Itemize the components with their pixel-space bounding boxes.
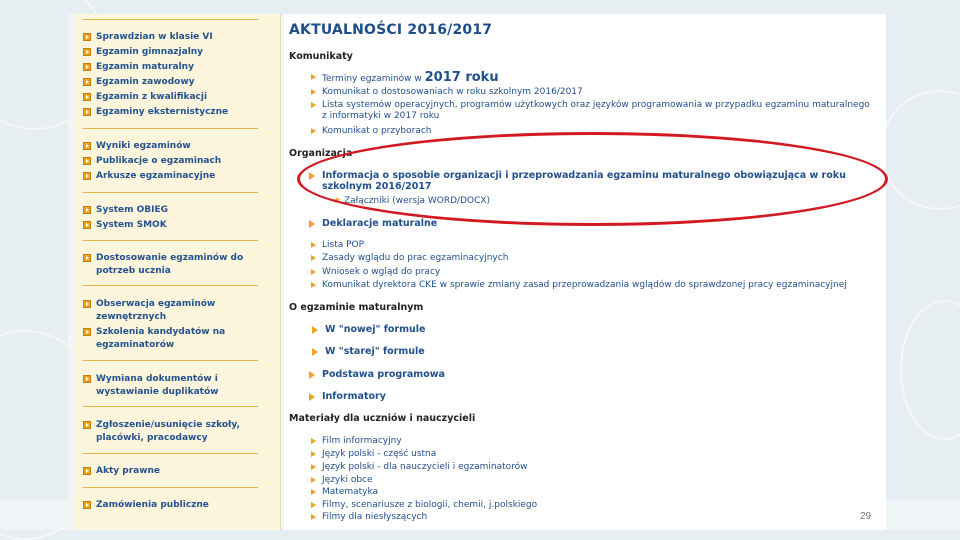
link-text: Film informacyjny: [322, 436, 402, 446]
arrow-right-icon: [311, 282, 316, 288]
link-text: Wniosek o wgląd do pracy: [322, 267, 441, 277]
sidebar-item-label: Zamówienia publiczne: [96, 500, 209, 510]
sidebar-item-zamowienia[interactable]: [83, 499, 273, 512]
link-komunikat-dyrektora[interactable]: [322, 280, 882, 291]
link-przybory[interactable]: [322, 126, 882, 137]
link-text: Lista systemów operacyjnych, programów użytkowych oraz języków programowania w przypadku egzaminu maturalnego z informatyki w 2017 roku: [322, 100, 870, 121]
arrow-right-icon: [311, 451, 316, 457]
link-text: Załączniki (wersja WORD/DOCX): [344, 196, 491, 206]
arrow-bullet-icon: [83, 206, 91, 214]
link-stara-formula[interactable]: [325, 346, 885, 357]
sidebar-item-label: Obserwacja egzaminów zewnętrznych: [96, 299, 216, 322]
arrow-bullet-icon: [83, 501, 91, 509]
link-jezyki-obce[interactable]: [322, 475, 882, 486]
link-zalaczniki[interactable]: [333, 196, 491, 206]
sidebar-divider: [83, 406, 258, 407]
link-text: Języki obce: [322, 475, 373, 485]
arrow-right-icon: [311, 464, 316, 470]
arrow-right-icon: [312, 348, 318, 356]
sidebar-divider: [83, 240, 258, 241]
sidebar-item-label: Publikacje o egzaminach: [96, 156, 222, 166]
link-dostosowania[interactable]: [322, 87, 882, 98]
section-heading-organizacja: Organizacja: [289, 148, 353, 159]
arrow-bullet-icon: [83, 467, 91, 475]
link-text: Matematyka: [322, 487, 379, 497]
link-jezyk-polski-ustna[interactable]: [322, 449, 882, 460]
arrow-bullet-icon: [83, 78, 91, 86]
link-text: Lista POP: [322, 240, 365, 250]
link-text: Podstawa programowa: [322, 369, 445, 380]
sidebar-item-eksternistyczne[interactable]: [83, 106, 273, 119]
arrow-right-icon: [311, 489, 316, 495]
arrow-bullet-icon: [83, 142, 91, 150]
sidebar-divider: [83, 192, 258, 193]
link-text: Komunikat o przyborach: [322, 126, 432, 136]
link-terminy-egzaminow[interactable]: [322, 72, 882, 85]
arrow-right-icon: [311, 269, 316, 275]
arrow-bullet-icon: [83, 33, 91, 41]
sidebar-item-label: System OBIEG: [96, 205, 169, 215]
sidebar-item-obieg[interactable]: [83, 204, 273, 217]
arrow-bullet-icon: [83, 157, 91, 165]
link-lista-pop[interactable]: [322, 240, 882, 251]
link-filmy-nieslyszacy[interactable]: [322, 512, 882, 523]
arrow-right-icon: [311, 102, 316, 108]
arrow-right-icon: [311, 438, 316, 444]
link-text: Zasady wglądu do prac egzaminacyjnych: [322, 253, 509, 263]
arrow-bullet-icon: [83, 421, 91, 429]
main-content: [284, 14, 886, 530]
sidebar-item-zawodowy[interactable]: [83, 76, 273, 89]
link-text-year: 2017 roku: [424, 70, 499, 85]
section-heading-o-egzaminie: O egzaminie maturalnym: [289, 302, 424, 313]
arrow-bullet-icon: [83, 172, 91, 180]
arrow-bullet-icon: [83, 221, 91, 229]
sidebar-item-maturalny[interactable]: [83, 61, 273, 74]
arrow-right-icon: [311, 89, 316, 95]
sidebar-item-obserwacja[interactable]: [83, 298, 273, 324]
arrow-bullet-icon: [83, 63, 91, 71]
sidebar-divider: [83, 487, 258, 488]
link-filmy-scenariusze[interactable]: [322, 500, 882, 511]
link-zasady-wgladu[interactable]: [322, 253, 882, 264]
sidebar-divider: [83, 285, 258, 286]
sidebar-item-label: Szkolenia kandydatów na egzaminatorów: [96, 327, 226, 350]
arrow-bullet-icon: [83, 375, 91, 383]
link-wniosek-wglad[interactable]: [322, 267, 882, 278]
sidebar-item-label: Dostosowanie egzaminów do potrzeb ucznia: [96, 253, 244, 276]
sidebar-item-akty-prawne[interactable]: [83, 465, 273, 478]
sidebar-item-dostosowanie[interactable]: [83, 252, 273, 278]
link-jezyk-polski-nauczyciele[interactable]: [322, 462, 882, 473]
star-bullet-icon: ★: [333, 196, 342, 206]
sidebar-item-label: Akty prawne: [96, 466, 161, 476]
sidebar-item-kwalifikacje[interactable]: [83, 91, 273, 104]
link-text: Informacja o sposobie organizacji i przeprowadzania egzaminu maturalnego obowiązująca w roku szkolnym 2016/2017: [322, 170, 846, 192]
arrow-right-icon: [312, 326, 318, 334]
arrow-right-icon: [309, 172, 315, 180]
link-text: Komunikat o dostosowaniach w roku szkolnym 2016/2017: [322, 87, 583, 97]
sidebar-item-label: Wyniki egzaminów: [96, 141, 191, 151]
section-heading-komunikaty: Komunikaty: [289, 51, 353, 62]
sidebar-item-label: System SMOK: [96, 220, 167, 230]
arrow-right-icon: [309, 371, 315, 379]
sidebar-item-label: Egzaminy eksternistyczne: [96, 107, 229, 117]
sidebar-item-label: Sprawdzian w klasie VI: [96, 32, 213, 42]
decorative-ring: [880, 90, 960, 210]
sidebar-item-arkusze[interactable]: [83, 170, 273, 183]
arrow-right-icon: [309, 393, 315, 401]
sidebar-item-smok[interactable]: [83, 219, 273, 232]
arrow-bullet-icon: [83, 254, 91, 262]
sidebar-item-sprawdzian[interactable]: [83, 31, 273, 44]
link-text: W "nowej" formule: [325, 324, 426, 335]
arrow-bullet-icon: [83, 48, 91, 56]
arrow-right-icon: [311, 242, 316, 248]
link-nowa-formula[interactable]: [325, 324, 885, 335]
link-film-informacyjny[interactable]: [322, 436, 882, 447]
sidebar-item-publikacje[interactable]: [83, 155, 273, 168]
sidebar-item-gimnazjalny[interactable]: [83, 46, 273, 59]
sidebar-item-szkolenia[interactable]: [83, 326, 273, 352]
link-podstawa-programowa[interactable]: [322, 369, 882, 380]
arrow-bullet-icon: [83, 93, 91, 101]
sidebar-divider: [83, 360, 258, 361]
arrow-right-icon: [311, 255, 316, 261]
link-deklaracje-maturalne[interactable]: [322, 218, 882, 229]
sidebar-item-zgloszenie[interactable]: [83, 419, 273, 445]
arrow-bullet-icon: [83, 108, 91, 116]
link-informacja-organizacja[interactable]: [322, 170, 882, 192]
sidebar-item-label: Zgłoszenie/usunięcie szkoły, placówki, pracodawcy: [96, 420, 240, 443]
arrow-bullet-icon: [83, 328, 91, 336]
link-text: Filmy, scenariusze z biologii, chemii, j.polskiego: [322, 500, 538, 510]
sidebar-item-label: Wymiana dokumentów i wystawianie duplikatów: [96, 374, 219, 397]
arrow-bullet-icon: [83, 300, 91, 308]
arrow-right-icon: [311, 128, 316, 134]
sidebar-item-label: Egzamin z kwalifikacji: [96, 92, 208, 102]
link-text: W "starej" formule: [325, 346, 425, 357]
sidebar-item-wymiana[interactable]: [83, 373, 273, 399]
arrow-right-icon: [309, 220, 315, 228]
sidebar-divider: [83, 128, 258, 129]
sidebar-menu: [75, 14, 281, 530]
link-text: Filmy dla niesłyszących: [322, 512, 428, 522]
page-title: AKTUALNOŚCI 2016/2017: [289, 22, 493, 38]
link-text: Język polski - dla nauczycieli i egzaminatorów: [322, 462, 528, 472]
link-informatory[interactable]: [322, 391, 882, 402]
sidebar-divider: [83, 19, 258, 20]
website-screenshot: [68, 14, 886, 530]
link-matematyka[interactable]: [322, 487, 882, 498]
slide-page-number: 29: [860, 511, 872, 522]
sidebar-item-label: Egzamin maturalny: [96, 62, 194, 72]
link-text: Terminy egzaminów w: [322, 74, 425, 84]
link-text: Komunikat dyrektora CKE w sprawie zmiany zasad przeprowadzania wglądów do sprawdzonej pracy egzaminacyjnej: [322, 280, 847, 290]
link-text: Informatory: [322, 391, 386, 402]
sidebar-item-label: Arkusze egzaminacyjne: [96, 171, 216, 181]
arrow-right-icon: [311, 502, 316, 508]
decorative-ring: [900, 300, 960, 440]
sidebar-divider: [83, 453, 258, 454]
link-lista-systemow[interactable]: [322, 100, 877, 122]
arrow-right-icon: [311, 74, 316, 80]
sidebar-item-wyniki[interactable]: [83, 140, 273, 153]
link-text: Deklaracje maturalne: [322, 218, 438, 229]
sidebar-item-label: Egzamin zawodowy: [96, 77, 195, 87]
link-text: Język polski - część ustna: [322, 449, 437, 459]
arrow-right-icon: [311, 477, 316, 483]
sidebar-item-label: Egzamin gimnazjalny: [96, 47, 204, 57]
arrow-right-icon: [311, 514, 316, 520]
section-heading-materialy: Materiały dla uczniów i nauczycieli: [289, 413, 476, 424]
